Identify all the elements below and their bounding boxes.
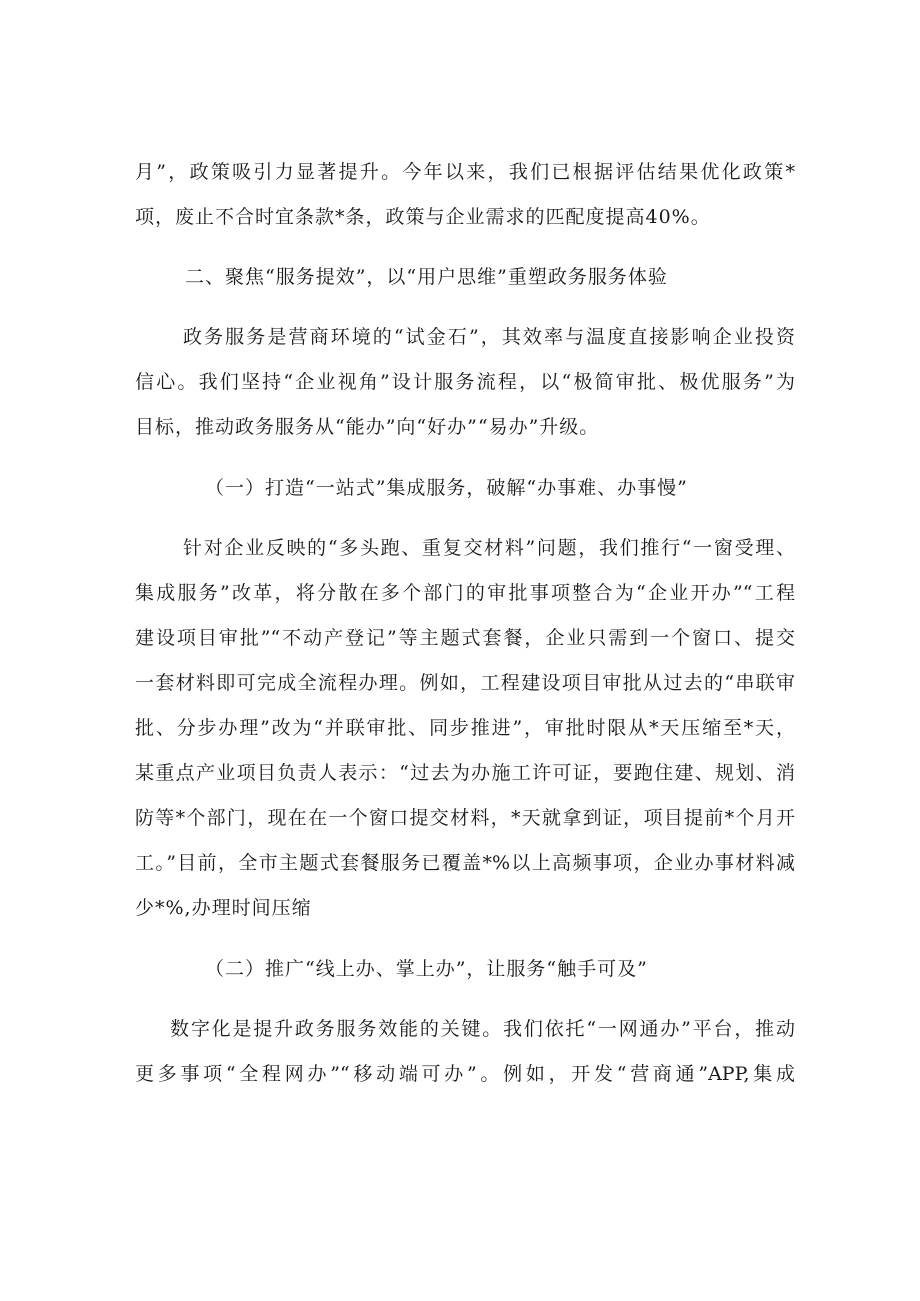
subsection-heading: （一）打造“一站式”集成服务，破解“办事难、办事慢”	[205, 477, 688, 499]
paragraph-line: 某重点产业项目负责人表示：“过去为办施工许可证，要跑住建、规划、消	[135, 762, 795, 784]
paragraph-line: 防等*个部门，现在在一个窗口提交材料，*天就拿到证，项目提前*个月开	[135, 807, 795, 829]
paragraph-line: 项，废止不合时宜条款*条，政策与企业需求的匹配度提高40%。	[135, 206, 711, 228]
paragraph-line: 少*%,办理时间压缩	[135, 897, 312, 919]
paragraph-line: 政务服务是营商环境的“试金石”，其效率与温度直接影响企业投资	[183, 326, 795, 348]
paragraph-line: 数字化是提升政务服务效能的关键。我们依托“一网通办”平台，推动	[170, 1018, 795, 1040]
subsection-heading: （二）推广“线上办、掌上办”，让服务“触手可及”	[205, 958, 648, 980]
paragraph-line: 针对企业反映的“多头跑、重复交材料”问题，我们推行“一窗受理、	[183, 537, 795, 559]
paragraph-line: 月”，政策吸引力显著提升。今年以来，我们已根据评估结果优化政策*	[135, 161, 795, 183]
paragraph-line: 一套材料即可完成全流程办理。例如，工程建设项目审批从过去的“串联审	[135, 672, 795, 694]
paragraph-line: 集成服务”改革，将分散在多个部门的审批事项整合为“企业开办”“工程	[135, 582, 795, 604]
paragraph-line: 工。”目前，全市主题式套餐服务已覆盖*%以上高频事项，企业办事材料减	[135, 852, 795, 874]
section-heading: 二、聚焦“服务提效”，以“用户思维”重塑政务服务体验	[185, 266, 668, 288]
paragraph-line: 更多事项“全程网办”“移动端可办”。例如，开发“营商通”APP,集成	[135, 1063, 795, 1085]
paragraph-line: 信心。我们坚持“企业视角”设计服务流程，以“极简审批、极优服务”为	[135, 371, 795, 393]
paragraph-line: 目标，推动政务服务从“能办”向“好办”“易办”升级。	[135, 416, 600, 438]
paragraph-line: 建设项目审批”“不动产登记”等主题式套餐，企业只需到一个窗口、提交	[135, 627, 795, 649]
paragraph-line: 批、分步办理”改为“并联审批、同步推进”，审批时限从*天压缩至*天，	[135, 717, 795, 739]
